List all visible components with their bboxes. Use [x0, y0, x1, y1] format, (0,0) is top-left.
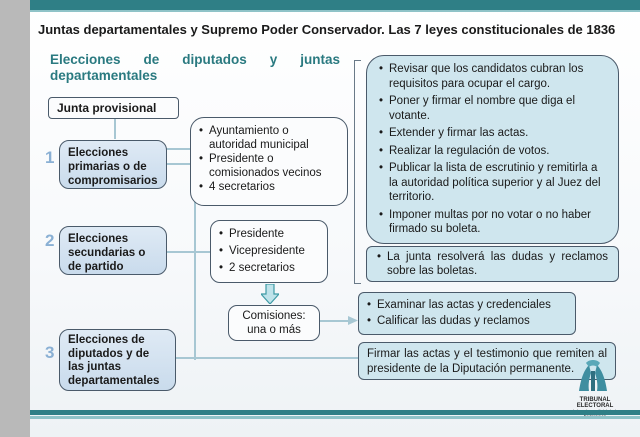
duty-item: • Extender y firmar las actas.: [379, 126, 608, 141]
final-step-text: Firmar las actas y el testimonio que remiten al presidente de la Diputación permanente.: [367, 348, 607, 375]
junta-provisional-label: Junta provisional: [57, 101, 157, 115]
duty-item: • Publicar la lista de escrutinio y remitirla a la autoridad política superior y al Juez del territorio.: [379, 161, 608, 205]
slide-title: Juntas departamentales y Supremo Poder Conservador. Las 7 leyes constitucionales de 1836: [38, 22, 616, 37]
primary-member-item: • Ayuntamiento o autoridad municipal: [199, 124, 339, 152]
secondary-member-item: • 2 secretarios: [219, 261, 319, 275]
duty-item: • Poner y firmar el nombre que diga el votante.: [379, 94, 608, 123]
stage-1-number: 1: [45, 148, 55, 167]
junta-resolves-item: • La junta resolverá las dudas y reclamos sobre las boletas.: [377, 250, 608, 278]
top-band: [30, 0, 640, 10]
duties-list: [379, 62, 608, 237]
duty-item: • Realizar la regulación de votos.: [379, 144, 608, 159]
bottom-band-accent: [30, 416, 640, 419]
primary-members-box: [190, 117, 348, 206]
subtitle-line-1: Elecciones de diputados y juntas: [50, 52, 340, 67]
slide: [30, 0, 640, 437]
duty-item: • Revisar que los candidatos cubran los requisitos para ocupar el cargo.: [379, 62, 608, 91]
secondary-member-item: • Presidente: [219, 227, 319, 241]
stage-2-number: 2: [45, 231, 55, 250]
primary-members-list: [199, 124, 339, 194]
primary-member-item: • Presidente o comisionados vecinos: [199, 152, 339, 180]
secondary-member-item: • Vicepresidente: [219, 244, 319, 258]
connector-left-vertical: [114, 119, 116, 139]
connector-to-primary-members: [166, 163, 190, 165]
duty-item: • Imponer multas por no votar o no haber firmado su boleta.: [379, 208, 608, 237]
commissions-label: Comisiones: una o más: [242, 310, 306, 336]
duties-box: [366, 55, 619, 244]
stage-3-box: [59, 329, 176, 391]
slide-subtitle: [50, 52, 340, 84]
duties-bracket: [354, 60, 361, 284]
primary-member-item: • 4 secretarios: [199, 180, 339, 194]
commission-tasks-list: [367, 297, 567, 329]
commission-task-item: • Calificar las dudas y reclamos: [367, 313, 567, 329]
stage-3-number: 3: [45, 343, 55, 362]
junta-provisional-box: [48, 97, 179, 119]
stage-2-box: [59, 226, 167, 275]
commissions-box: [228, 305, 320, 341]
tribunal-electoral-logo-icon: [575, 357, 611, 395]
junta-resolves-list: [377, 250, 608, 278]
bottom-band: [30, 410, 640, 415]
connector-stage3: [176, 357, 358, 359]
right-arrow-icon: [348, 316, 358, 325]
logo-line-1: TRIBUNAL ELECTORAL: [576, 397, 614, 409]
stage-1-box: [59, 140, 167, 189]
top-band-accent: [30, 10, 640, 12]
subtitle-line-2: departamentales: [50, 68, 158, 83]
junta-resolves-box: [366, 246, 619, 282]
stage-3-label: Elecciones de diputados y de las juntas departamentales: [68, 334, 160, 387]
connector-to-secondary-members: [166, 251, 210, 253]
secondary-members-box: [210, 220, 328, 283]
down-arrow-icon: [261, 284, 279, 304]
stage-1-label: Elecciones primarias o de compromisarios: [68, 147, 158, 187]
stage-2-label: Elecciones secundarias o de partido: [68, 233, 146, 273]
secondary-members-list: [219, 227, 319, 275]
commission-task-item: • Examinar las actas y credenciales: [367, 297, 567, 313]
commission-tasks-box: [358, 292, 576, 335]
